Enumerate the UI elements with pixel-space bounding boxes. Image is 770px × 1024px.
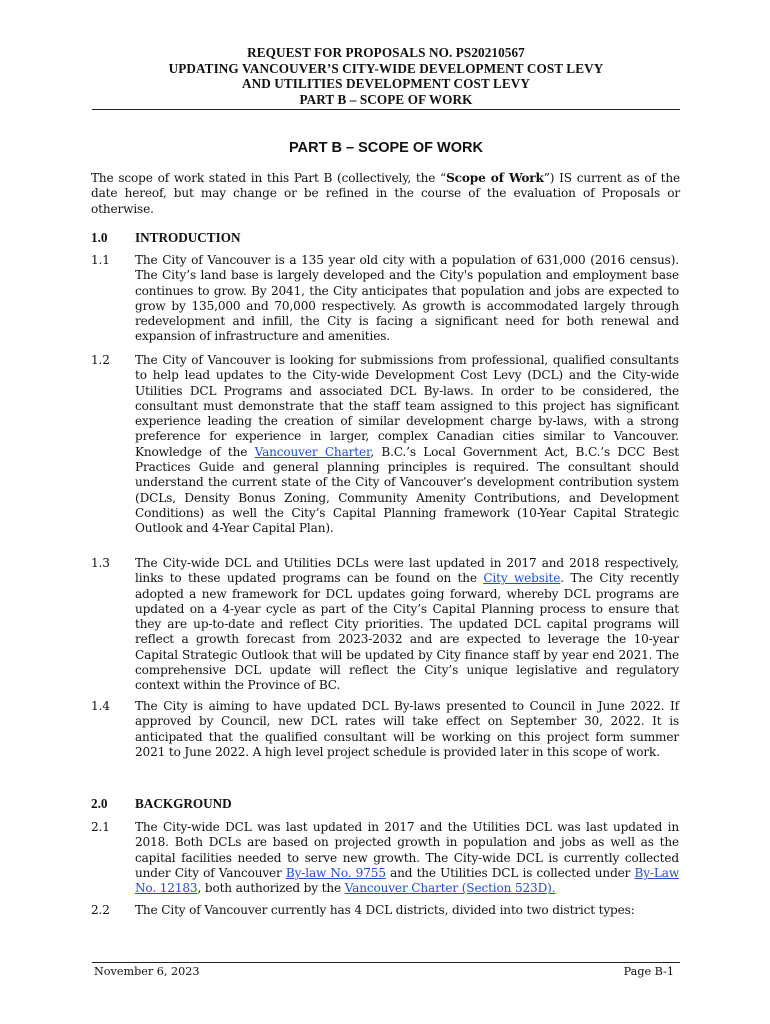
header-line-project: UPDATING VANCOUVER’S CITY-WIDE DEVELOPMENT COST LEVY: [168, 60, 604, 76]
paragraph-number: 1.1: [91, 253, 110, 267]
header-divider: [92, 109, 680, 110]
paragraph-text: The City-wide DCL was last updated in 2017 and the Utilities DCL was last updated in 2018. Both DCLs are based on projected growth in population and jobs as well as the capital facilities needed to serve new growth. The City-wide DCL is currently collected under City of Vancouver By-law No. 9755 and the Utilities DCL is collected under By-Law No. 12183, both authorized by the Vancouver Charter (Section 523D).: [135, 820, 680, 896]
header-line-project-cont: AND UTILITIES DEVELOPMENT COST LEVY: [241, 76, 531, 92]
header-line-rfp-number: REQUEST FOR PROPOSALS NO. PS20210567: [247, 45, 525, 60]
paragraph-text: The City is aiming to have updated DCL By-laws presented to Council in June 2022. If approved by Council, new DCL rates will take effect on September 30, 2022. It is anticipated that the qualified consultant will be working on this project form summer 2021 to June 2022. A high level project schedule is provided later in this scope of work.: [135, 699, 679, 759]
page-title: PART B – SCOPE OF WORK: [289, 140, 483, 156]
section-number: 2.0: [91, 796, 108, 811]
intro-text-end: ”) IS current as of the date hereof, but may change or be refined in the course of the evaluation of Proposals or otherwise.: [91, 171, 680, 216]
footer-divider: [92, 962, 680, 963]
paragraph-number: 1.4: [91, 699, 110, 713]
intro-defined-term: Scope of Work: [446, 171, 544, 185]
footer-date: November 6, 2023: [94, 965, 200, 978]
paragraph-text: The City-wide DCL and Utilities DCLs were last updated in 2017 and 2018 respectively, links to these updated programs can be found on the City website. The City recently adopted a new framework for DCL updates going forward, whereby DCL programs are updated on a 4-year cycle as part of the City’s Capital Planning process to ensure that they are up-to-date and reflect City priorities. The updated DCL capital programs will reflect a growth forecast from 2023-2032 and are expected to leverage the 10-year Capital Strategic Outlook that will be updated by City finance staff by year end 2021. The comprehensive DCL update will reflect the City’s unique legislative and regulatory context within the Province of BC.: [135, 556, 680, 693]
document-header: [92, 45, 680, 107]
footer-page-number: Page B-1: [623, 965, 674, 978]
paragraph-text: The City of Vancouver is a 135 year old city with a population of 631,000 (2016 census). The City’s land base is largely developed and the City's population and employment base continues to grow. By 2041, the City anticipates that population and jobs are expected to grow by 135,000 and 70,000 respectively. As growth is accommodated largely through redevelopment and infill, the City is facing a significant need for both renewal and expansion of infrastructure and amenities.: [135, 253, 679, 344]
paragraph-number: 1.3: [91, 556, 110, 570]
section-title: INTRODUCTION: [135, 230, 241, 245]
vancouver-charter-section-link[interactable]: Vancouver Charter (Section 523D).: [344, 881, 556, 896]
paragraph-text: The City of Vancouver is looking for submissions from professional, qualified consultants to help lead updates to the City-wide Development Cost Levy (DCL) and the City-wide Utilities DCL Programs and associated DCL By-laws. In order to be considered, the consultant must demonstrate that the staff team assigned to this project has significant experience leading the creation of similar development charge by-laws, with a strong preference for experience in larger, complex Canadian cities similar to Vancouver. Knowledge of the Vancouver Charter, B.C.’s Local Government Act, B.C.’s DCC Best Practices Guide and general planning principles is required. The consultant should understand the current state of the City of Vancouver’s development contribution system (DCLs, Density Bonus Zoning, Community Amenity Contributions, and Development Conditions) as well the City’s Capital Planning framework (10-Year Capital Strategic Outlook and 4-Year Capital Plan).: [135, 353, 680, 536]
intro-text-start: The scope of work stated in this Part B (collectively, the “: [91, 171, 447, 185]
paragraph-number: 2.2: [91, 903, 110, 917]
header-line-part: PART B – SCOPE OF WORK: [299, 91, 473, 107]
city-website-link[interactable]: City website: [483, 571, 561, 586]
paragraph-number: 1.2: [91, 353, 110, 367]
vancouver-charter-link[interactable]: Vancouver Charter: [254, 444, 371, 459]
section-number: 1.0: [91, 230, 108, 245]
section-title: BACKGROUND: [135, 796, 232, 811]
bylaw-12183-link[interactable]: By-Law No. 12183: [135, 865, 680, 896]
paragraph-text: The City of Vancouver currently has 4 DCL districts, divided into two district types:: [135, 903, 635, 917]
intro-paragraph: [91, 171, 680, 217]
bylaw-9755-link[interactable]: By-law No. 9755: [285, 865, 386, 880]
paragraph-number: 2.1: [91, 820, 110, 834]
